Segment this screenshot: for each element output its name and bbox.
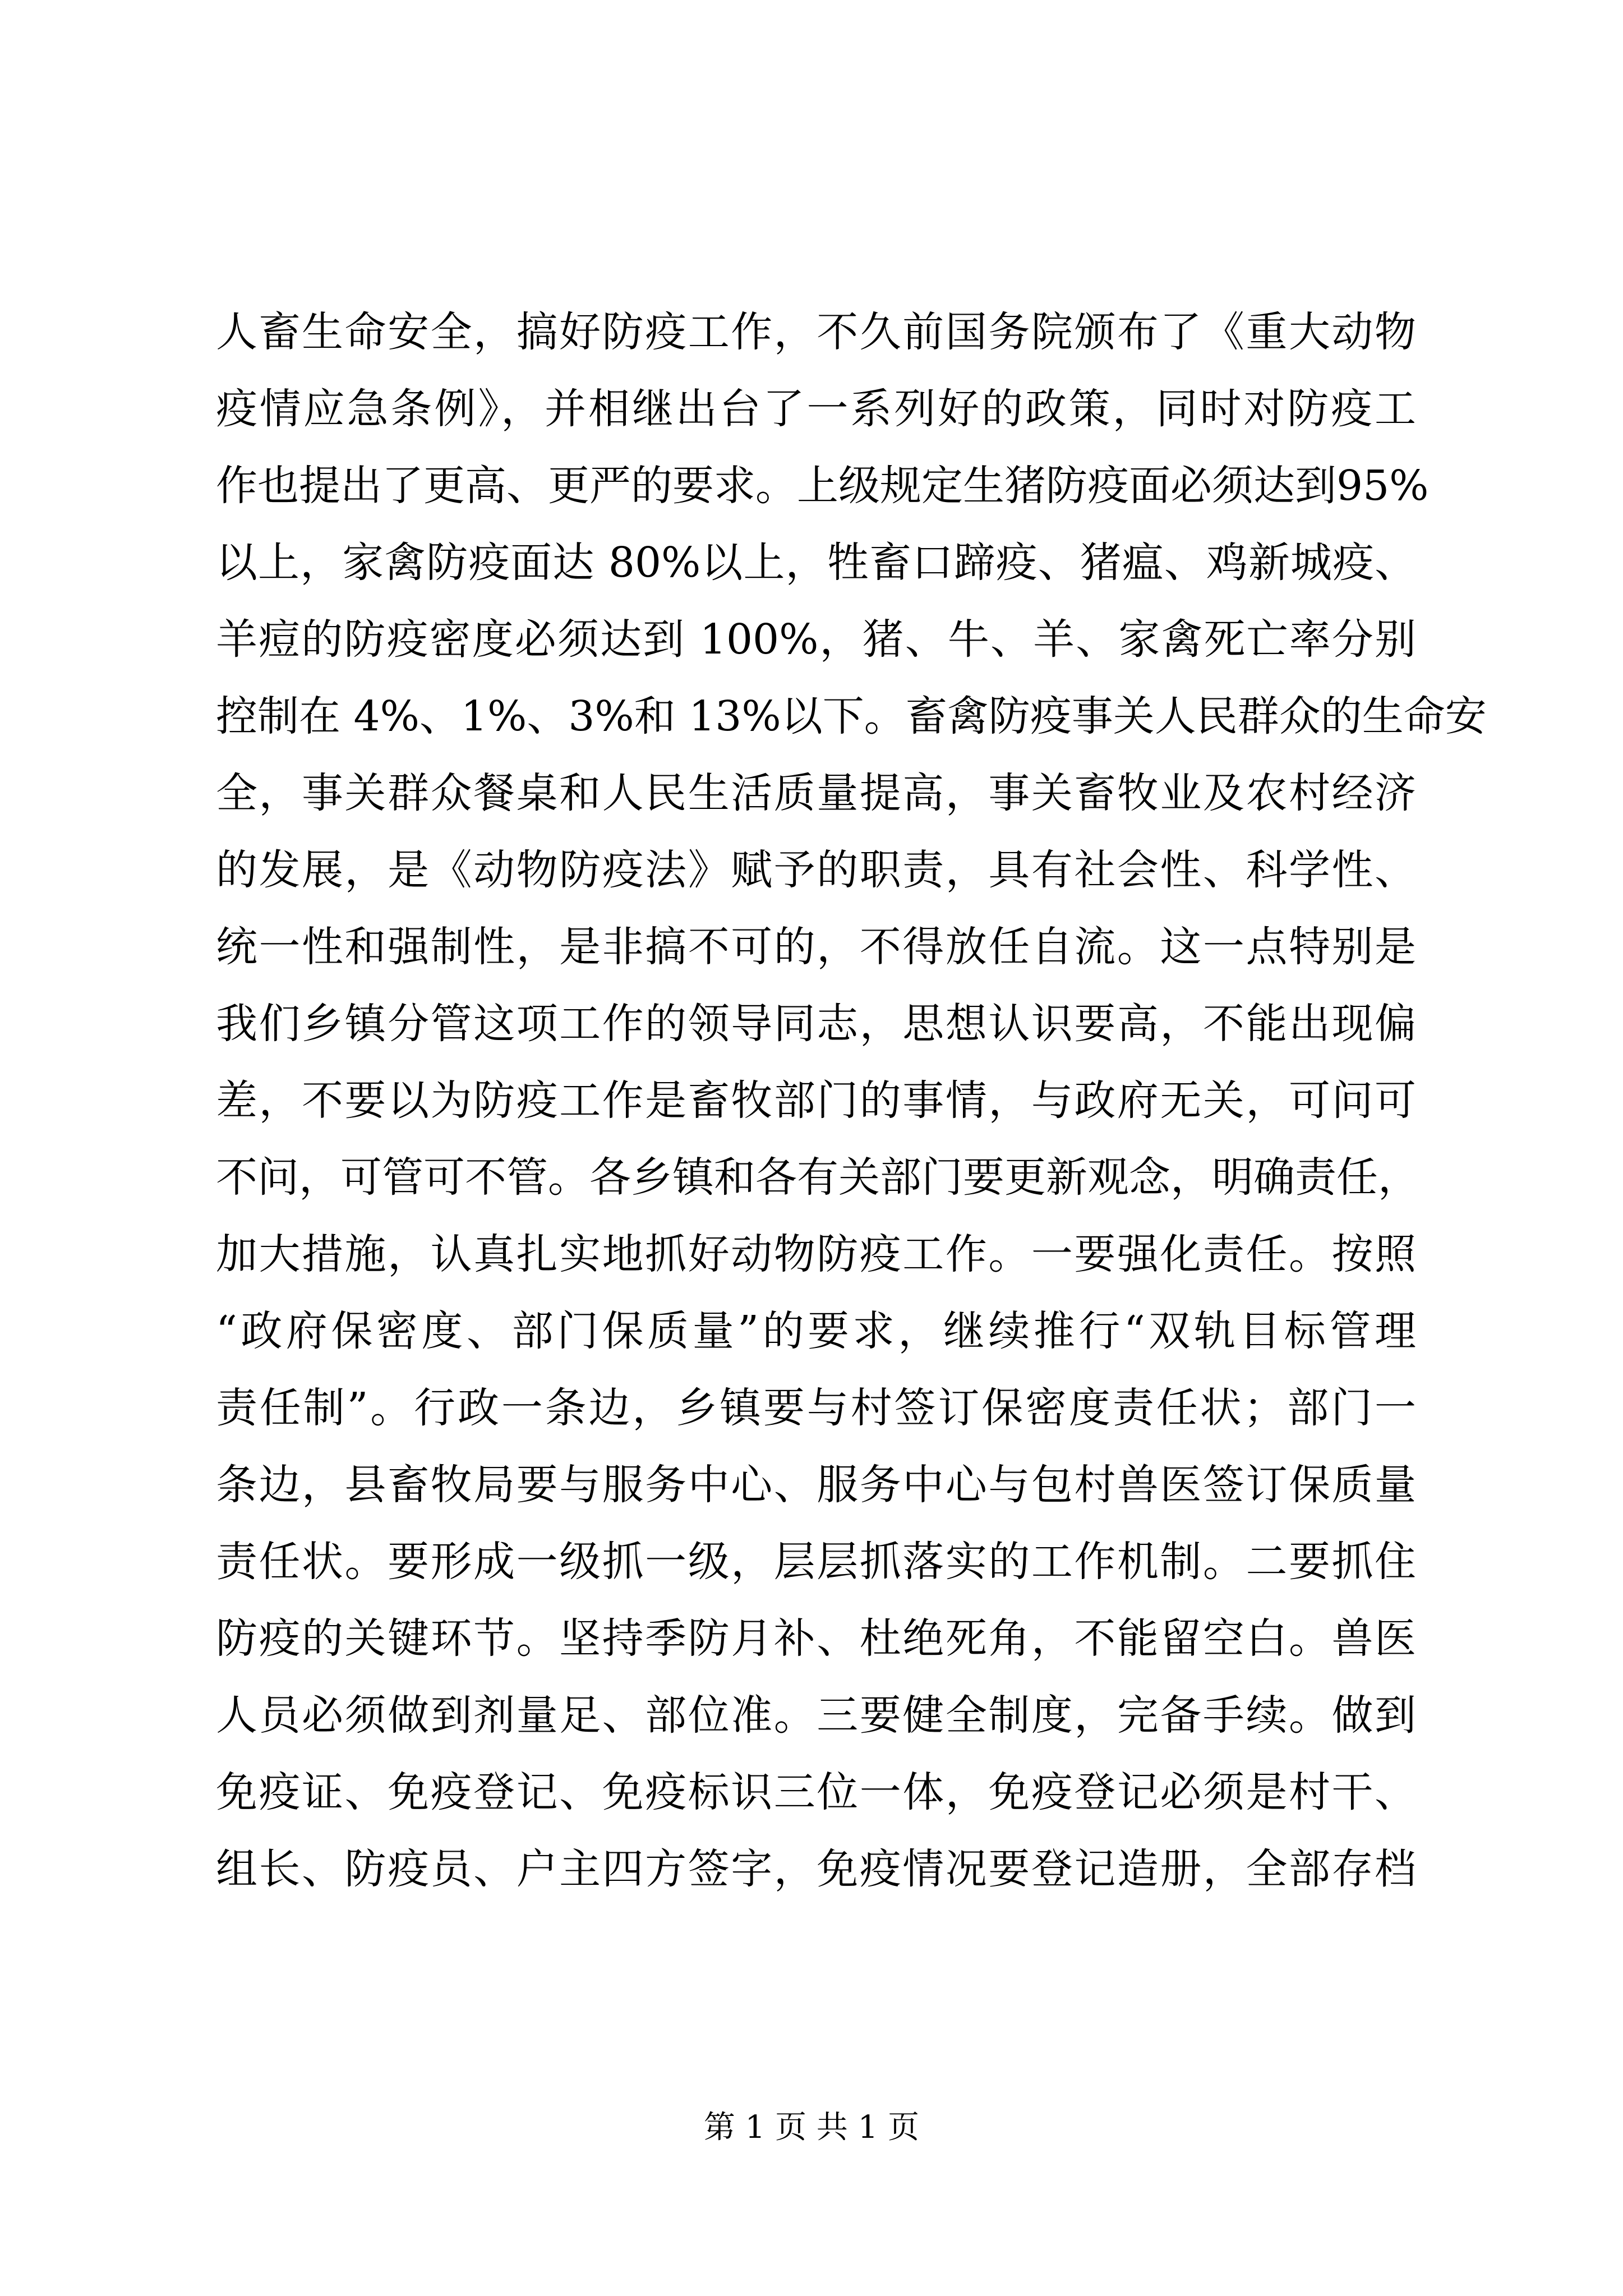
text-line-5: 羊痘的防疫密度必须达到 100%，猪、牛、羊、家禽死亡率分别 bbox=[216, 615, 1416, 664]
text-line-13: 加大措施，认真扎实地抓好动物防疫工作。一要强化责任。按照 bbox=[216, 1230, 1416, 1278]
text-line-8: 的发展，是《动物防疫法》赋予的职责，具有社会性、科学性、 bbox=[216, 846, 1416, 894]
text-line-21: 组长、防疫员、户主四方签字，免疫情况要登记造册，全部存档 bbox=[216, 1845, 1416, 1893]
text-line-4: 以上，家禽防疫面达 80%以上，牲畜口蹄疫、猪瘟、鸡新城疫、 bbox=[216, 539, 1416, 587]
text-line-20: 免疫证、免疫登记、免疫标识三位一体，免疫登记必须是村干、 bbox=[216, 1768, 1416, 1816]
text-line-17: 责任状。要形成一级抓一级，层层抓落实的工作机制。二要抓住 bbox=[216, 1538, 1416, 1586]
page-footer: 第 1 页 共 1 页 bbox=[703, 2109, 920, 2146]
text-line-6: 控制在 4%、1%、3%和 13%以下。畜禽防疫事关人民群众的生命安 bbox=[216, 692, 1487, 740]
text-line-19: 人员必须做到剂量足、部位准。三要健全制度，完备手续。做到 bbox=[216, 1691, 1416, 1740]
text-line-2: 疫情应急条例》，并相继出台了一系列好的政策，同时对防疫工 bbox=[216, 385, 1416, 433]
text-line-12: 不问，可管可不管。各乡镇和各有关部门要更新观念，明确责任， bbox=[216, 1153, 1419, 1202]
text-line-10: 我们乡镇分管这项工作的领导同志，思想认识要高，不能出现偏 bbox=[216, 1000, 1416, 1048]
text-line-11: 差，不要以为防疫工作是畜牧部门的事情，与政府无关，可问可 bbox=[216, 1076, 1416, 1125]
text-line-16: 条边，县畜牧局要与服务中心、服务中心与包村兽医签订保质量 bbox=[216, 1461, 1416, 1509]
body-text bbox=[216, 294, 1487, 1908]
text-line-14: “政府保密度、部门保质量”的要求，继续推行“双轨目标管理 bbox=[216, 1307, 1416, 1355]
text-line-9: 统一性和强制性，是非搞不可的，不得放任自流。这一点特别是 bbox=[216, 923, 1416, 971]
text-line-18: 防疫的关键环节。坚持季防月补、杜绝死角，不能留空白。兽医 bbox=[216, 1614, 1416, 1663]
text-line-3: 作也提出了更高、更严的要求。上级规定生猪防疫面必须达到95% bbox=[216, 462, 1429, 510]
text-line-1: 人畜生命安全，搞好防疫工作，不久前国务院颁布了《重大动物 bbox=[216, 308, 1416, 356]
text-line-15: 责任制”。行政一条边，乡镇要与村签订保密度责任状；部门一 bbox=[216, 1384, 1416, 1432]
text-line-7: 全，事关群众餐桌和人民生活质量提高，事关畜牧业及农村经济 bbox=[216, 769, 1416, 817]
